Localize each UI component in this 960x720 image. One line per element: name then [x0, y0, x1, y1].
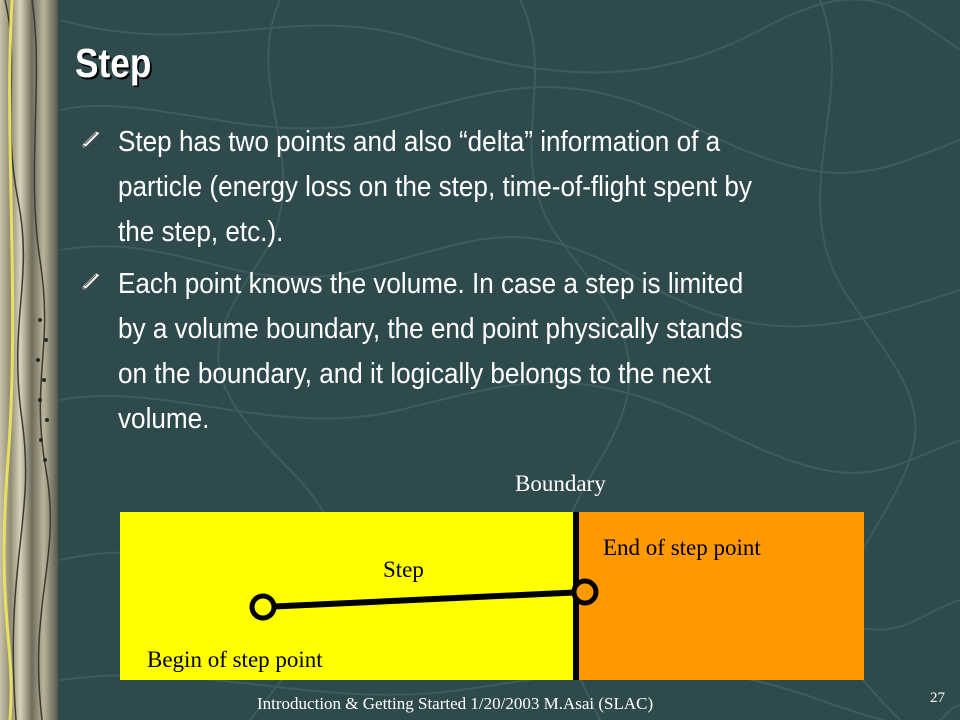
bullet-line: the step, etc.).: [118, 216, 284, 248]
bullet-line: particle (energy loss on the step, time-of-flight spent by: [118, 171, 752, 203]
end-point-label: End of step point: [603, 535, 761, 560]
bullet-line: Each point knows the volume. In case a step is limited: [118, 268, 744, 300]
begin-step-point: [252, 596, 274, 618]
footer-text: Introduction & Getting Started 1/20/2003 M.Asai (SLAC): [257, 694, 654, 713]
bullet-line: by a volume boundary, the end point physically stands: [118, 313, 743, 345]
boundary-label: Boundary: [515, 471, 606, 496]
page-number: 27: [930, 690, 945, 706]
begin-point-label: Begin of step point: [147, 647, 323, 672]
bullet-line: on the boundary, and it logically belongs to the next: [118, 358, 711, 390]
end-step-point: [574, 581, 596, 603]
bullet-line: volume.: [118, 403, 210, 435]
bullet-line: Step has two points and also “delta” information of a: [118, 126, 721, 158]
step-label: Step: [383, 557, 424, 582]
slide-title: Step: [75, 40, 152, 86]
